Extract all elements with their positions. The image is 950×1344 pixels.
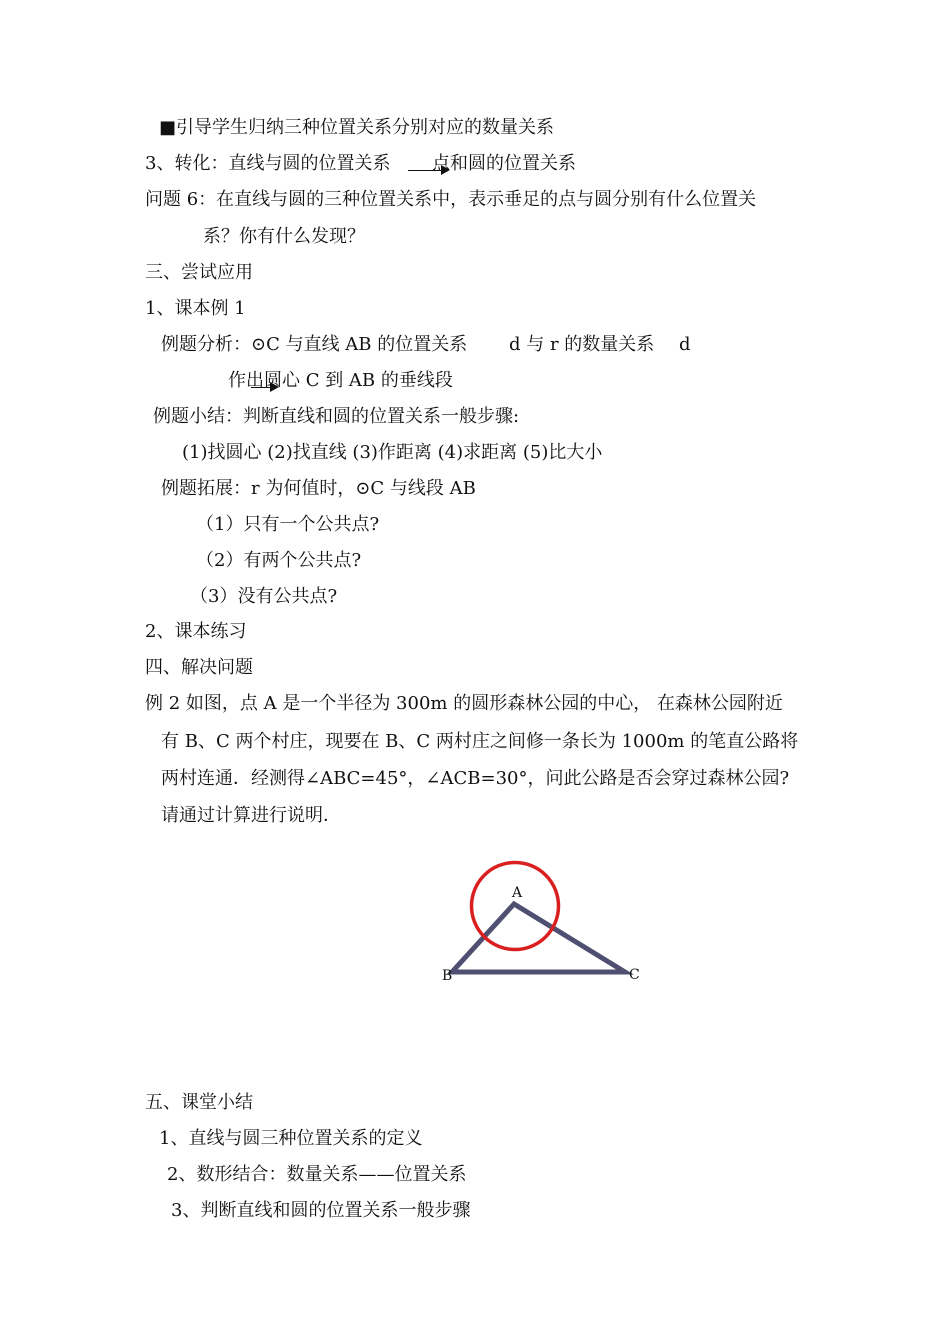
perpendicular-step: 作出圆心 C 到 AB 的垂线段 — [228, 370, 453, 391]
question-6: 问题 6：在直线与圆的三种位置关系中，表示垂足的点与圆分别有什么位置关 — [145, 189, 757, 210]
example-steps: (1)找圆心 (2)找直线 (3)作距离 (4)求距离 (5)比大小 — [182, 442, 603, 463]
triangle-abc — [452, 904, 625, 972]
label-c: C — [629, 967, 640, 983]
line-transform: 3、转化：直线与圆的位置关系 — [145, 153, 391, 174]
label-b: B — [442, 968, 453, 984]
question-6-cont: 系？你有什么发现？ — [203, 226, 365, 247]
example-1-heading: 1、课本例 1 — [145, 298, 246, 319]
example-extension: 例题拓展：r 为何值时，⊙C 与线段 AB — [161, 478, 476, 499]
example-analysis-relation: d 与 r 的数量关系 — [509, 334, 655, 355]
extension-q3: （3）没有公共点? — [190, 586, 338, 607]
summary-item-2: 2、数形结合：数量关系——位置关系 — [167, 1164, 467, 1185]
section-4-heading: 四、解决问题 — [145, 657, 253, 678]
example-2-line-1: 例 2 如图，点 A 是一个半径为 300m 的圆形森林公园的中心， 在森林公园附近 — [145, 693, 783, 714]
textbook-practice: 2、课本练习 — [145, 621, 247, 642]
line-transform-target: 点和圆的位置关系 — [432, 153, 576, 174]
section-5-heading: 五、课堂小结 — [145, 1092, 253, 1113]
section-3-heading: 三、尝试应用 — [145, 262, 253, 283]
example-2-line-4: 请通过计算进行说明． — [161, 805, 341, 826]
extension-q1: （1）只有一个公共点? — [196, 514, 380, 535]
label-a: A — [512, 885, 523, 901]
example-analysis-d: d — [679, 334, 691, 355]
summary-item-3: 3、判断直线和圆的位置关系一般步骤 — [171, 1200, 471, 1221]
example-summary: 例题小结：判断直线和圆的位置关系一般步骤: — [153, 406, 520, 427]
summary-item-1: 1、直线与圆三种位置关系的定义 — [159, 1128, 423, 1149]
example-2-line-3: 两村连通．经测得∠ABC=45°，∠ACB=30°，问此公路是否会穿过森林公园? — [161, 768, 790, 789]
example-2-line-2: 有 B、C 两个村庄，现要在 B、C 两村庄之间修一条长为 1000m 的笔直公路将 — [161, 731, 799, 752]
example-analysis: 例题分析：⊙C 与直线 AB 的位置关系 — [161, 334, 468, 355]
line-guide: ■引导学生归纳三种位置关系分别对应的数量关系 — [159, 117, 555, 138]
extension-q2: （2）有两个公共点? — [196, 550, 362, 571]
